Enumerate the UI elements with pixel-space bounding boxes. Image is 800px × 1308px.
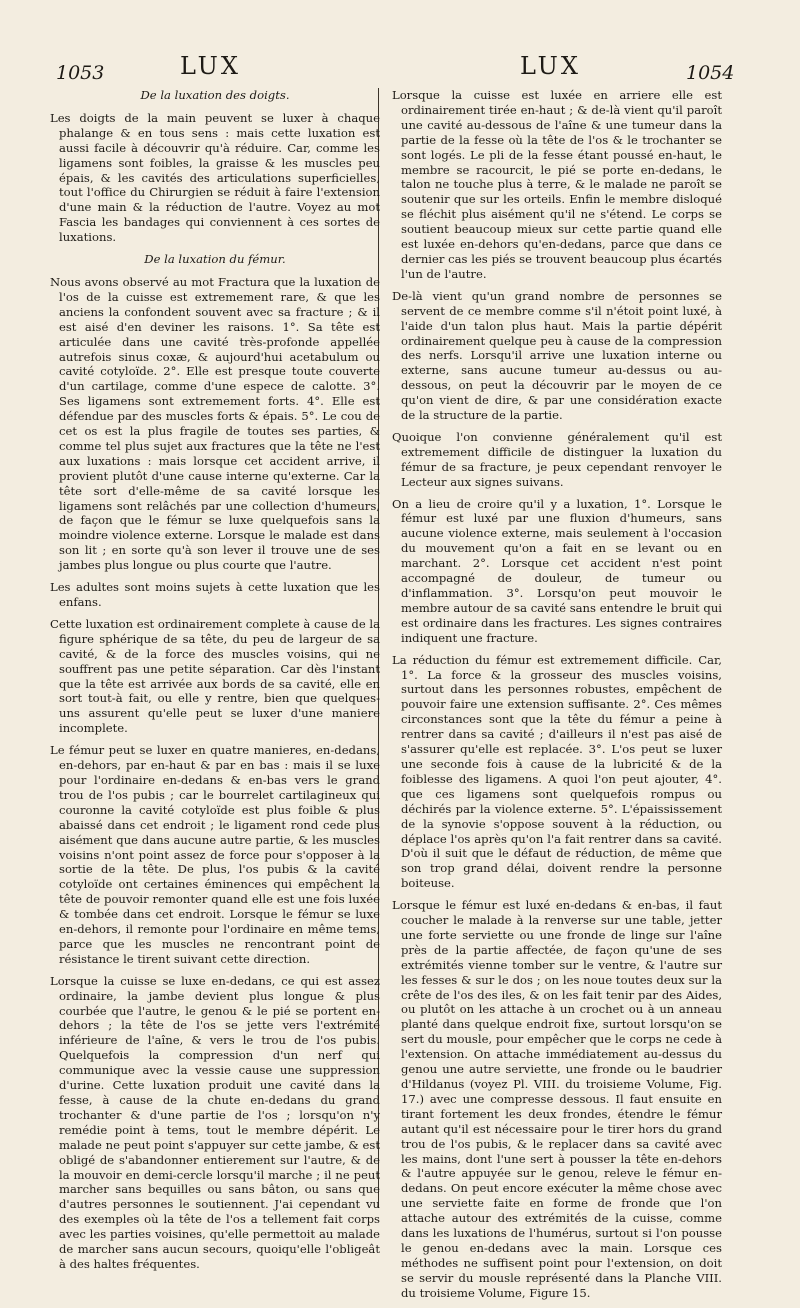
paragraph: On a lieu de croire qu'il y a luxation, 1°. Lorsque le fémur est luxé par une fluxion d'humeurs, sans aucune violence externe, mais seulement à l'occasion du mouvement qu'on a fait en se levant ou en marchant. 2°. Lorsque cet accident n'est point accompagné de douleur, de tumeur ou d'inflammation. 3°. Lorsqu'on peut mouvoir le membre autour de sa cavité sans entendre le bruit qui est ordinaire dans les fractures. Les signes contraires indiquent une fracture. [392,496,722,645]
paragraph: La réduction du fémur est extremement difficile. Car, 1°. La force & la grosseur des muscles voisins, surtout dans les personnes robustes, empêchent de pouvoir faire une extension suffisante. 2°. Ces mêmes circonstances sont que la tête du fémur a peine à rentrer dans sa cavité ; d'ailleurs il n'est pas aisé de s'assurer qu'elle est replacée. 3°. L'os peut se luxer une seconde fois à cause de la lubricité & de la foiblesse des ligamens. A quoi l'on peut ajouter, 4°. que ces ligamens sont quelquefois rompus ou déchirés par la violence externe. 5°. L'épaississement de la synovie s'oppose souvent à la réduction, ou déplace l'os après qu'on l'a fait rentrer dans sa cavité. D'où il suit que le défaut de réduction, de même que son trop grand délai, doivent rendre la personne boiteuse. [392,652,722,891]
left-page-number: 1053 [56,62,105,84]
left-running-title: LUX [180,52,241,80]
paragraph: Lorsque le fémur est luxé en-dedans & en-bas, il faut coucher le malade à la renverse sur une table, jetter une forte serviette ou une fronde de linge sur l'aîne près de la partie affectée, de façon qu'une de ses extrémités vienne tomber sur le ventre, & l'autre sur les fesses & sur le dos ; on les noue toutes deux sur la crête de l'os des iles, & on les fait tenir par des Aides, ou plutôt on les attache à un crochet ou à un anneau planté dans quelque endroit fixe, surtout lorsqu'on se sert du mousle, pour empêcher que le corps ne cede à l'extension. On attache immédiatement au-dessus du genou une autre serviette, une fronde ou le baudrier d'Hildanus (voyez Pl. VIII. du troisieme Volume, Fig. 17.) avec une compresse dessous. Il faut ensuite en tirant fortement les deux frondes, étendre le fémur autant qu'il est nécessaire pour le tirer hors du grand trou de l'os pubis, & le replacer dans sa cavité avec les mains, dont l'une sert à pousser la tête en-dehors & l'autre appuyée sur le genou, releve le fémur en-dedans. On peut encore exécuter la même chose avec une serviette faite en forme de fronde que l'on attache autour des extrémités de la cuisse, comme dans les luxations de l'humérus, surtout si l'on pousse le genou en-dedans avec la main. Lorsque ces méthodes ne suffisent point pour l'extension, on doit se servir du mousle représenté dans la Planche VIII. du troisieme Volume, Figure 15. [392,898,722,1300]
paragraph: De-là vient qu'un grand nombre de personnes se servent de ce membre comme s'il n'étoit point luxé, à l'aide d'un talon plus haut. Mais la partie dépérit ordinairement quelque peu à cause de la compression des nerfs. Lorsqu'il arrive une luxation interne ou externe, sans aucune tumeur au-dessus ou au-dessous, on peut la découvrir par le moyen de ce qu'on vient de dire, & par une considération exacte de la structure de la partie. [392,288,722,423]
paragraph: Nous avons observé au mot Fractura que la luxation de l'os de la cuisse est extremement rare, & que les anciens la confondent souvent avec sa fracture ; & il est aisé d'en deviner les raisons. 1°. Sa tête est articulée dans une cavité très-profonde appellée autrefois sinus coxæ, & aujourd'hui acetabulum ou cavité cotyloïde. 2°. Elle est presque toute couverte d'un cartilage, comme d'une espece de calotte. 3°. Ses ligamens sont extremement forts. 4°. Elle est défendue par des muscles forts & épais. 5°. Le cou de cet os est la plus fragile de toutes ses parties, & comme tel plus sujet aux fractures que la tête ne l'est aux luxations : mais lorsque cet accident arrive, il provient plutôt d'une cause interne qu'externe. Car la tête sort d'elle-même de sa cavité lorsque les ligamens sont relâchés par une collection d'humeurs, de façon que le fémur se luxe quelquefois sans la moindre violence externe. Lorsque le malade est dans son lit ; en sorte qu'à son lever il trouve une de ses jambes plus longue ou plus courte que l'autre. [50,274,380,573]
paragraph: Quoique l'on convienne généralement qu'il est extremement difficile de distinguer la luxation du fémur de sa fracture, je peux cependant renvoyer le Lecteur aux signes suivans. [392,429,722,489]
right-column [392,88,722,1308]
right-running-title: LUX [520,52,581,80]
paragraph: Lorsque la cuisse se luxe en-dedans, ce qui est assez ordinaire, la jambe devient plus longue & plus courbée que l'autre, le genou & le pié se portent en-dehors ; la tête de l'os se jette vers l'extrémité inférieure de l'aîne, & vers le trou de l'os pubis. Quelquefois la compression d'un nerf qui communique avec la vessie cause une suppression d'urine. Cette luxation produit une cavité dans la fesse, à cause de la chute en-dedans du grand trochanter & d'une partie de l'os ; lorsqu'on n'y remédie point à tems, tout le membre dépérit. Le malade ne peut point s'appuyer sur cette jambe, & est obligé de s'abandonner entierement sur l'autre, & de la mouvoir en demi-cercle lorsqu'il marche ; il ne peut marcher sans bequilles ou sans bâton, ou sans que d'autres personnes le soutiennent. J'ai cependant vu des exemples où la tête de l'os a tellement fait corps avec les parties voisines, qu'elle permettoit au malade de marcher sans aucun secours, quoiqu'elle l'obligeât à des haltes fréquentes. [50,973,380,1271]
section-heading: De la luxation du fémur. [144,252,286,267]
paragraph: Cette luxation est ordinairement complete à cause de la figure sphérique de sa tête, du peu de largeur de sa cavité, & de la force des muscles voisins, qui ne souffrent pas une petite séparation. Car dès l'instant que la tête est arrivée aux bords de sa cavité, elle en sort tout-à fait, ou elle y rentre, bien que quelques-uns assurent qu'elle peut se luxer d'une maniere incomplete. [50,616,380,736]
paragraph: Les doigts de la main peuvent se luxer à chaque phalange & en tous sens : mais cette luxation est aussi facile à découvrir qu'à réduire. Car, comme les ligamens sont foibles, la graisse & les muscles peu épais, & les cavités des articulations superficielles, tout l'office du Chirurgien se réduit à faire l'extension d'une main & la réduction de l'autre. Voyez au mot Fascia les bandages qui conviennent à ces sortes de luxations. [50,110,380,245]
paragraph: Le fémur peut se luxer en quatre manieres, en-dedans, en-dehors, par en-haut & par en bas : mais il se luxe pour l'ordinaire en-dedans & en-bas vers le grand trou de l'os pubis ; car le bourrelet cartilagineux qui couronne la cavité cotyloïde est plus foible & plus abaissé dans cet endroit ; le ligament rond cede plus aisément que dans aucune autre partie, & les muscles voisins n'ont point assez de force pour s'opposer à la sortie de la tête. De plus, l'os pubis & la cavité cotyloïde ont certaines éminences qui empêchent la tête de pouvoir remonter quand elle est une fois luxée & tombée dans cet endroit. Lorsque le fémur se luxe en-dehors, il remonte pour l'ordinaire en même tems, parce que les muscles ne rencontrant point de résistance le tirent suivant cette direction. [50,743,380,966]
paragraph: Les adultes sont moins sujets à cette luxation que les enfans. [50,580,380,609]
paragraph: Lorsque la cuisse est luxée en arriere elle est ordinairement tirée en-haut ; & de-là vient qu'il paroît une cavité au-dessous de l'aîne & une tumeur dans la partie de la fesse où la tête de l'os & le trochanter se sont logés. Le pli de la fesse étant poussé en-haut, le membre se racourcit, le pié se porte en-dedans, le talon ne touche plus à terre, & le malade ne paroît se soutenir que sur les orteils. Enfin le membre disloqué se fléchit plus aisément qu'il ne s'étend. Le corps se soutient beaucoup mieux sur cette partie quand elle est luxée en-dehors qu'en-dedans, parce que dans ce dernier cas les piés se trouvent beaucoup plus écartés l'un de l'autre. [392,88,722,281]
left-column [50,88,380,1279]
right-page-number: 1054 [686,62,735,84]
section-heading: De la luxation des doigts. [140,88,290,102]
